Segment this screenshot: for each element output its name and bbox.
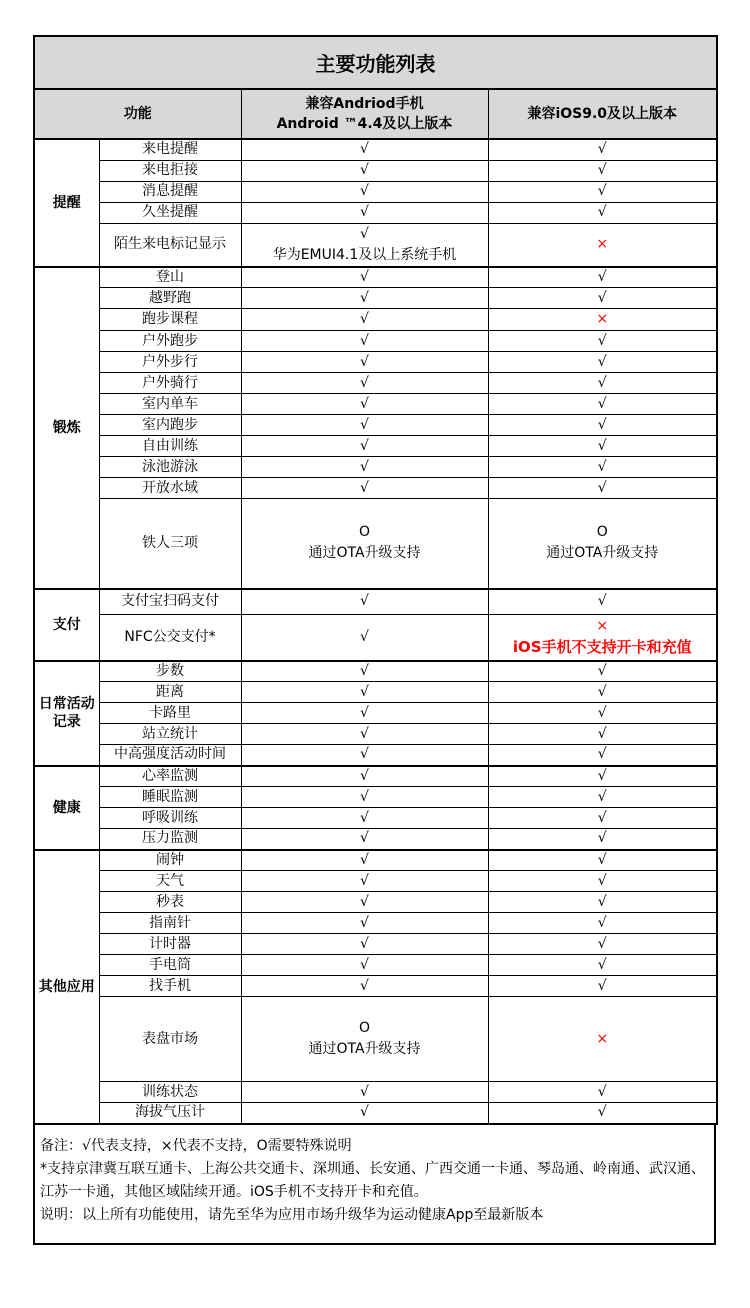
android-cell: √ [241,457,488,478]
table-row [34,850,717,871]
table-row [34,223,717,267]
ios-column-header: 兼容iOS9.0及以上版本 [488,89,717,139]
android-cell: √ [241,703,488,724]
table-row [34,589,717,615]
group-label: 支付 [34,589,99,661]
ios-cell: √ [488,181,717,202]
table-row [34,829,717,850]
android-cell: √ [241,478,488,499]
ios-cell: √ [488,457,717,478]
ios-cell: O 通过OTA升级支持 [488,499,717,589]
feature-cell: 呼吸训练 [99,808,241,829]
table-row [34,352,717,373]
feature-cell: 铁人三项 [99,499,241,589]
table-row [34,766,717,787]
table-row [34,661,717,682]
android-cell: √ [241,661,488,682]
ios-cell: √ [488,394,717,415]
feature-cell: 户外骑行 [99,373,241,394]
feature-cell: 室内跑步 [99,415,241,436]
feature-cell: 中高强度活动时间 [99,745,241,766]
table-row [34,703,717,724]
table-row [34,160,717,181]
ios-cell: √ [488,267,717,288]
table-row [34,997,717,1082]
ios-cell: √ [488,478,717,499]
table-row [34,724,717,745]
ios-cell: √ [488,850,717,871]
android-cell: √ [241,955,488,976]
table-row [34,892,717,913]
group-label: 健康 [34,766,99,850]
android-cell: √ [241,871,488,892]
table-row [34,615,717,661]
feature-cell: 泳池游泳 [99,457,241,478]
android-column-header [241,89,488,139]
ios-cell: × [488,309,717,331]
android-cell: √ [241,288,488,309]
ios-cell: √ [488,682,717,703]
table-row [34,288,717,309]
page-title: 主要功能列表 [34,36,717,89]
table-row [34,499,717,589]
feature-cell: 训练状态 [99,1082,241,1103]
feature-cell: 室内单车 [99,394,241,415]
feature-cell: 来电提醒 [99,139,241,160]
feature-column-header: 功能 [34,89,241,139]
feature-group-5 [34,850,717,1124]
table-row [34,436,717,457]
feature-cell: 户外步行 [99,352,241,373]
group-label: 提醒 [34,139,99,267]
ios-cell: √ [488,352,717,373]
ios-cell: √ [488,703,717,724]
feature-cell: 心率监测 [99,766,241,787]
feature-cell: 睡眠监测 [99,787,241,808]
group-label: 锻炼 [34,267,99,589]
feature-group-2 [34,589,717,661]
android-header-line1: 兼容Andriod手机 [305,96,424,112]
feature-cell: 自由训练 [99,436,241,457]
ios-cell: × [488,997,717,1082]
android-cell: √ [241,682,488,703]
ios-cell: √ [488,871,717,892]
android-cell: √ [241,373,488,394]
feature-group-3 [34,661,717,766]
table-row [34,787,717,808]
ios-cell: √ [488,1103,717,1124]
android-cell: √ [241,202,488,223]
table-row [34,331,717,352]
title-row [34,36,717,89]
feature-cell: 表盘市场 [99,997,241,1082]
footnote-transit-cards: *支持京津冀互联互通卡、上海公共交通卡、深圳通、长安通、广西交通一卡通、琴岛通、岭南通、武汉通、江苏一卡通，其他区域陆续开通。iOS手机不支持开卡和充值。 [40,1160,705,1200]
feature-cell: 站立统计 [99,724,241,745]
android-cell: √ [241,589,488,615]
group-label: 其他应用 [34,850,99,1124]
ios-cell: √ [488,745,717,766]
ios-cell: √ [488,724,717,745]
ios-cell: √ [488,202,717,223]
android-cell: √ [241,766,488,787]
ios-cell: √ [488,288,717,309]
android-cell: √ [241,352,488,373]
ios-cell: √ [488,589,717,615]
android-cell: √ [241,913,488,934]
feature-cell: 计时器 [99,934,241,955]
android-cell: √ [241,267,488,288]
android-cell: √ [241,1103,488,1124]
feature-cell: 距离 [99,682,241,703]
table-row [34,202,717,223]
android-cell: √ [241,808,488,829]
ios-cell: √ [488,139,717,160]
table-row [34,682,717,703]
feature-group-4 [34,766,717,850]
feature-cell: 秒表 [99,892,241,913]
feature-cell: 压力监测 [99,829,241,850]
table-row [34,934,717,955]
android-cell: √ [241,331,488,352]
android-cell: O 通过OTA升级支持 [241,997,488,1082]
feature-cell: 卡路里 [99,703,241,724]
android-header-line2: Android ™4.4及以上版本 [276,116,453,132]
table-row [34,1103,717,1124]
ios-cell: √ [488,913,717,934]
feature-cell: 登山 [99,267,241,288]
feature-cell: 指南针 [99,913,241,934]
android-cell: √ [241,934,488,955]
feature-cell: 闹钟 [99,850,241,871]
feature-cell: 陌生来电标记显示 [99,223,241,267]
ios-cell: √ [488,955,717,976]
ios-cell: √ [488,976,717,997]
feature-cell: 来电拒接 [99,160,241,181]
feature-cell: 户外跑步 [99,331,241,352]
android-cell: √ 华为EMUI4.1及以上系统手机 [241,223,488,267]
table-row [34,181,717,202]
android-cell: √ [241,724,488,745]
table-row [34,394,717,415]
footnote-legend: 备注：√代表支持，×代表不支持，O需要特殊说明 [40,1137,352,1154]
ios-cell: √ [488,661,717,682]
ios-cell: √ [488,1082,717,1103]
table-row [34,808,717,829]
ios-cell: √ [488,331,717,352]
feature-cell: 久坐提醒 [99,202,241,223]
table-row [34,976,717,997]
table-row [34,267,717,288]
ios-cell: √ [488,373,717,394]
android-cell: √ [241,436,488,457]
ios-cell: √ [488,766,717,787]
table-row [34,745,717,766]
ios-cell: √ [488,415,717,436]
feature-cell: NFC公交支付* [99,615,241,661]
ios-cell: √ [488,829,717,850]
table-row [34,871,717,892]
table-row [34,913,717,934]
feature-group-1 [34,267,717,589]
android-cell: √ [241,160,488,181]
feature-cell: 跑步课程 [99,309,241,331]
feature-cell: 消息提醒 [99,181,241,202]
ios-cell: √ [488,892,717,913]
ios-cell: × [488,223,717,267]
android-cell: √ [241,415,488,436]
android-cell: √ [241,309,488,331]
android-cell: √ [241,892,488,913]
table-row [34,415,717,436]
table-row [34,478,717,499]
feature-cell: 开放水域 [99,478,241,499]
group-label: 日常活动记录 [34,661,99,766]
table-row [34,139,717,160]
android-cell: √ [241,1082,488,1103]
ios-cell: √ [488,934,717,955]
feature-cell: 海拔气压计 [99,1103,241,1124]
android-cell: O 通过OTA升级支持 [241,499,488,589]
ios-cell: √ [488,808,717,829]
footnotes [33,1125,716,1245]
android-cell: √ [241,850,488,871]
android-cell: √ [241,976,488,997]
column-header-row [34,89,717,139]
ios-cell: √ [488,160,717,181]
ios-cell: × iOS手机不支持开卡和充值 [488,615,717,661]
feature-cell: 手电筒 [99,955,241,976]
table-row [34,373,717,394]
table-row [34,457,717,478]
android-cell: √ [241,829,488,850]
feature-cell: 天气 [99,871,241,892]
android-cell: √ [241,394,488,415]
table-row [34,955,717,976]
table-row [34,1082,717,1103]
android-cell: √ [241,181,488,202]
feature-cell: 支付宝扫码支付 [99,589,241,615]
feature-cell: 步数 [99,661,241,682]
footnote-app-upgrade: 说明：以上所有功能使用，请先至华为应用市场升级华为运动健康App至最新版本 [40,1206,544,1223]
ios-cell: √ [488,436,717,457]
feature-cell: 找手机 [99,976,241,997]
android-cell: √ [241,745,488,766]
feature-group-0 [34,139,717,267]
android-cell: √ [241,615,488,661]
android-cell: √ [241,787,488,808]
feature-table [33,35,718,1125]
android-cell: √ [241,139,488,160]
ios-cell: √ [488,787,717,808]
table-row [34,309,717,331]
feature-cell: 越野跑 [99,288,241,309]
